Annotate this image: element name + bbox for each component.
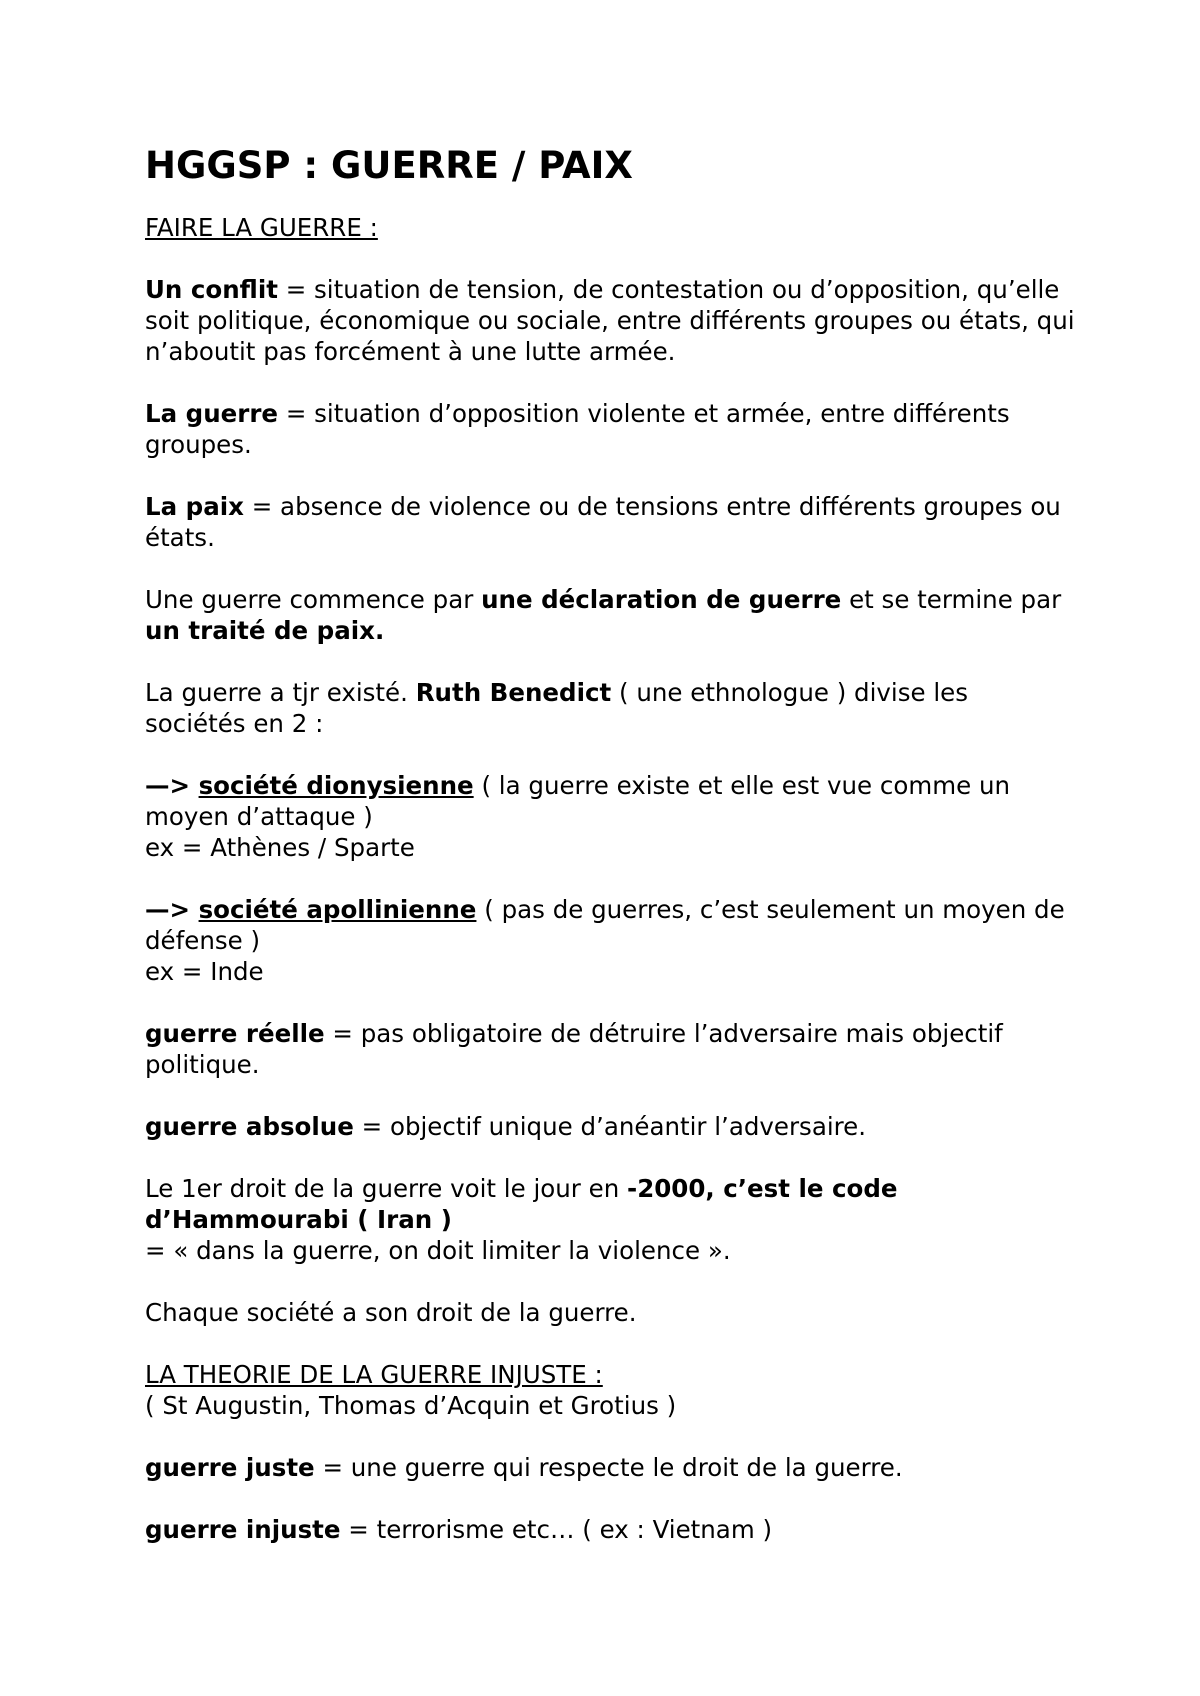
definition-dionysienne <box>145 770 1075 863</box>
paragraph-benedict <box>145 677 1075 739</box>
text: Le 1er droit de la guerre voit le jour en <box>145 1174 628 1203</box>
term: -2000, c’est le code d’Hammourabi ( Iran ) <box>145 1174 898 1234</box>
paragraph-hammourabi <box>145 1173 1075 1266</box>
definition-text: = situation d’opposition violente et armée, entre différents groupes. <box>145 399 1010 459</box>
term: un traité de paix. <box>145 616 385 645</box>
section-heading-guerre-injuste <box>145 1359 1075 1421</box>
arrow: —> <box>145 895 199 924</box>
text: et se termine par <box>841 585 1062 614</box>
document-body <box>145 140 1075 1576</box>
section-subtitle: ( St Augustin, Thomas d’Acquin et Grotius ) <box>145 1391 677 1420</box>
arrow: —> <box>145 771 199 800</box>
term: Ruth Benedict <box>415 678 612 707</box>
definition-conflit <box>145 274 1075 367</box>
definition-text: ( pas de guerres, c’est seulement un moyen de défense ) <box>145 895 1065 955</box>
definition-guerre-absolue <box>145 1111 1075 1142</box>
example-text: ex = Inde <box>145 957 264 986</box>
text: Une guerre commence par <box>145 585 482 614</box>
paragraph-droit: Chaque société a son droit de la guerre. <box>145 1298 637 1327</box>
definition-text: = pas obligatoire de détruire l’adversaire mais objectif politique. <box>145 1019 1003 1079</box>
text: ( une ethnologue ) divise les sociétés en 2 : <box>145 678 968 738</box>
term: guerre juste <box>145 1453 315 1482</box>
term: société dionysienne <box>198 771 474 800</box>
page-title: HGGSP : GUERRE / PAIX <box>145 144 633 187</box>
definition-text: = une guerre qui respecte le droit de la guerre. <box>314 1453 903 1482</box>
definition-text: = absence de violence ou de tensions entre différents groupes ou états. <box>145 492 1061 552</box>
definition-text: = objectif unique d’anéantir l’adversaire. <box>353 1112 867 1141</box>
term: une déclaration de guerre <box>481 585 842 614</box>
term: La guerre <box>145 399 279 428</box>
definition-paix <box>145 491 1075 553</box>
term: Un conflit <box>145 275 278 304</box>
term: société apollinienne <box>198 895 477 924</box>
example-text: ex = Athènes / Sparte <box>145 833 415 862</box>
term: La paix <box>145 492 244 521</box>
text: La guerre a tjr existé. <box>145 678 416 707</box>
term: guerre absolue <box>145 1112 354 1141</box>
term: guerre réelle <box>145 1019 325 1048</box>
term: guerre injuste <box>145 1515 341 1544</box>
paragraph-declaration <box>145 584 1075 646</box>
definition-text: = terrorisme etc… ( ex : Vietnam ) <box>340 1515 773 1544</box>
section-heading-text: FAIRE LA GUERRE : <box>145 213 378 242</box>
definition-text: ( la guerre existe et elle est vue comme un moyen d’attaque ) <box>145 771 1011 831</box>
section-heading-faire-la-guerre <box>145 212 1075 243</box>
definition-guerre-injuste <box>145 1514 1075 1545</box>
text: = « dans la guerre, on doit limiter la violence ». <box>145 1236 731 1265</box>
definition-text: = situation de tension, de contestation ou d’opposition, qu’elle soit politique, économique ou sociale, entre différents groupes ou états, qui n’aboutit pas forcément à une lutte armée. <box>145 275 1075 366</box>
section-heading-text: LA THEORIE DE LA GUERRE INJUSTE : <box>145 1360 603 1389</box>
definition-guerre-juste <box>145 1452 1075 1483</box>
definition-guerre <box>145 398 1075 460</box>
definition-apollinienne <box>145 894 1075 987</box>
definition-guerre-reelle <box>145 1018 1075 1080</box>
